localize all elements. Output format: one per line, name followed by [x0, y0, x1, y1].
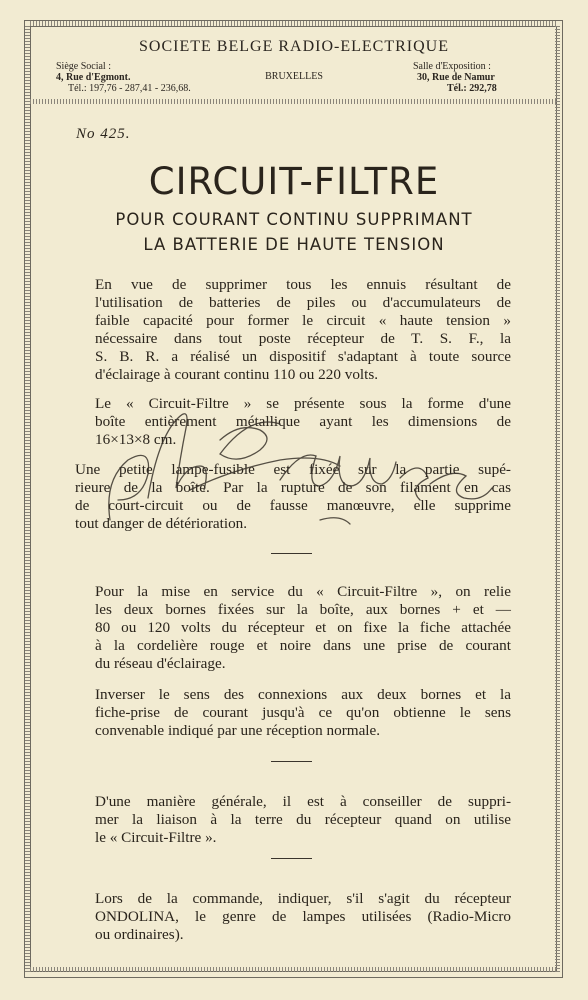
- text-line: En vue de supprimer tous les ennuis résultant de: [95, 276, 511, 293]
- text-line: tout danger de détérioration.: [75, 515, 248, 532]
- document-subtitle-line1: POUR COURANT CONTINU SUPPRIMANT: [115, 210, 473, 229]
- text-line: fiche-prise de courant jusqu'à ce qu'on obtienne le sens: [95, 704, 511, 721]
- document-title: CIRCUIT-FILTRE: [148, 160, 440, 203]
- paragraph-fuse: [75, 461, 511, 533]
- paragraph-dimensions: [75, 395, 511, 449]
- showroom-block: [413, 61, 497, 94]
- top-hatched-rule: [30, 21, 557, 26]
- head-office-address: 4, Rue d'Egmont.: [56, 72, 131, 83]
- bottom-hatched-rule: [30, 967, 557, 972]
- text-line: Le « Circuit-Filtre » se présente sous la forme d'une: [95, 395, 511, 412]
- head-office-phone: Tél.: 197,76 - 287,41 - 236,68.: [68, 83, 191, 94]
- text-line: rieure de la boîte. Par la rupture de son filament en cas: [75, 479, 511, 496]
- paragraph-order: [75, 890, 511, 944]
- showroom-phone: Tél.: 292,78: [447, 83, 497, 94]
- header-hatched-rule: [30, 99, 557, 104]
- text-line: ONDOLINA, le genre de lampes utilisées (Radio-Micro: [95, 908, 511, 925]
- text-line: du réseau d'éclairage.: [95, 655, 226, 672]
- section-separator: [271, 858, 312, 859]
- head-office-label: Siège Social :: [56, 61, 111, 72]
- showroom-label: Salle d'Exposition :: [413, 61, 491, 72]
- text-line: à la cordelière rouge et noire dans une prise de courant: [95, 637, 511, 654]
- showroom-address: 30, Rue de Namur: [417, 72, 495, 83]
- text-line: S. B. R. a réalisé un dispositif s'adaptant à toute source: [95, 348, 511, 365]
- text-line: D'une manière générale, il est à conseiller de suppri-: [95, 793, 511, 810]
- document-number: No 425.: [76, 126, 131, 142]
- city-name: BRUXELLES: [265, 71, 323, 82]
- paragraph-polarity: [75, 686, 511, 740]
- section-separator: [271, 761, 312, 762]
- text-line: Inverser le sens des connexions aux deux bornes et la: [95, 686, 511, 703]
- text-line: mer la liaison à la terre du récepteur quand on utilise: [95, 811, 511, 828]
- text-line: Pour la mise en service du « Circuit-Filtre », on relie: [95, 583, 511, 600]
- company-name: SOCIETE BELGE RADIO-ELECTRIQUE: [139, 38, 449, 55]
- paragraph-setup: [75, 583, 511, 673]
- text-line: l'utilisation de batteries de piles ou d'accumulateurs de: [95, 294, 511, 311]
- paragraph-intro: [75, 276, 511, 384]
- text-line: ou ordinaires).: [95, 926, 184, 943]
- text-line: 16×13×8 cm.: [95, 431, 177, 448]
- text-line: Lors de la commande, indiquer, s'il s'agit du récepteur: [95, 890, 511, 907]
- text-line: faible capacité pour former le circuit « haute tension »: [95, 312, 511, 329]
- text-line: boîte entièrement métallique ayant les dimensions de: [95, 413, 511, 430]
- text-line: Une petite lampe-fusible est fixée sur la partie supé-: [75, 461, 511, 478]
- text-line: le « Circuit-Filtre ».: [95, 829, 217, 846]
- text-line: convenable indiqué par une réception normale.: [95, 722, 381, 739]
- paragraph-earth: [75, 793, 511, 847]
- text-line: d'éclairage à courant continu 110 ou 220 volts.: [95, 366, 379, 383]
- section-separator: [271, 553, 312, 554]
- document-subtitle-line2: LA BATTERIE DE HAUTE TENSION: [143, 235, 445, 254]
- text-line: de court-circuit ou de fausse manœuvre, elle supprime: [75, 497, 511, 514]
- text-line: les deux bornes fixées sur la boîte, aux bornes + et —: [95, 601, 511, 618]
- text-line: nécessaire dans tout poste récepteur de T. S. F., la: [95, 330, 511, 347]
- text-line: 80 ou 120 volts du récepteur et on fixe la fiche attachée: [95, 619, 511, 636]
